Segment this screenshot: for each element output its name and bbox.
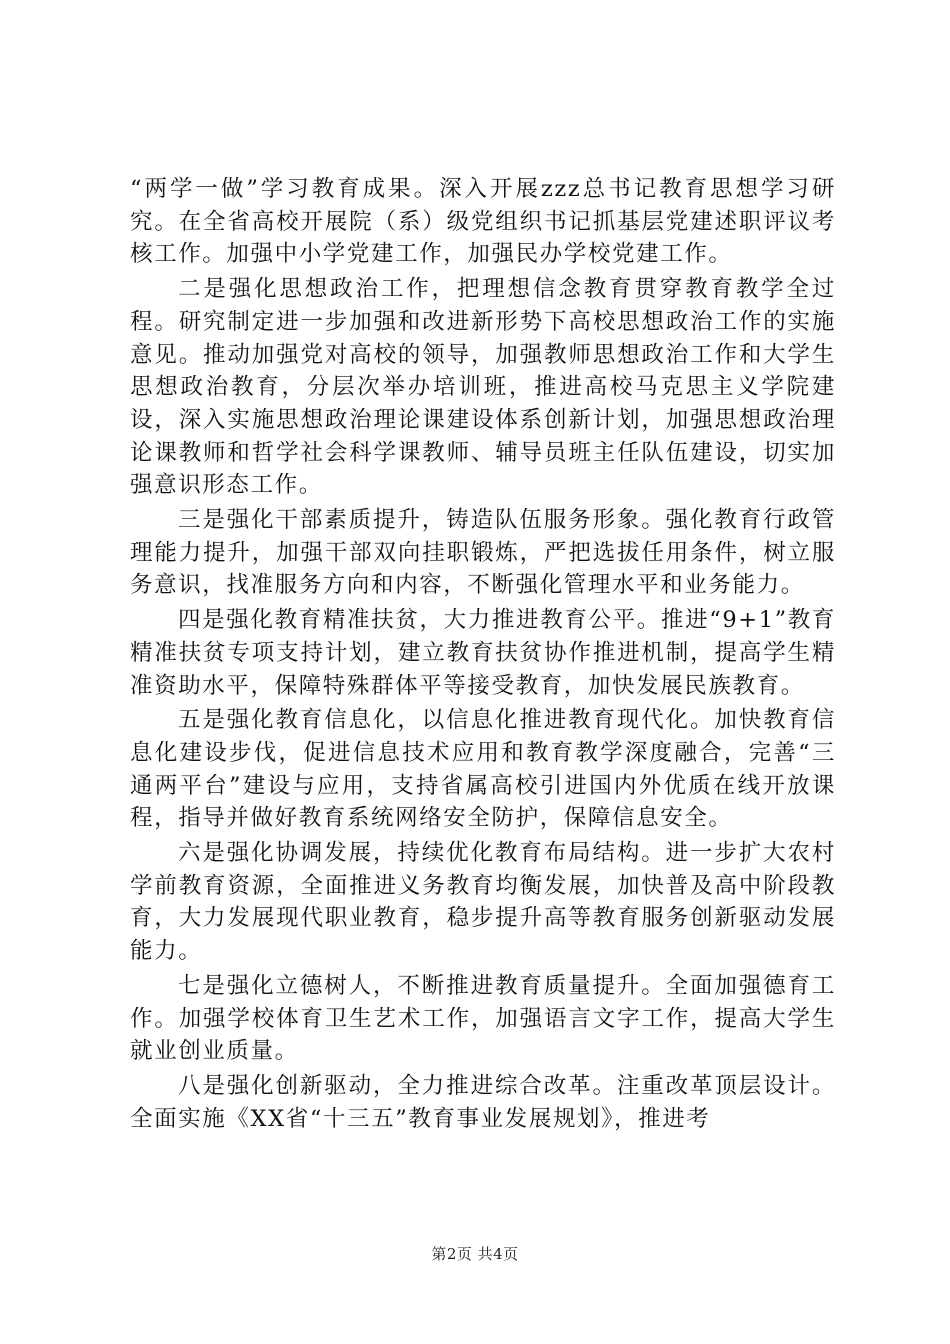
paragraph-continuation: “两学一做”学习教育成果。深入开展zzz总书记教育思想学习研究。在全省高校开展院（系）级党组织书记抓基层党建述职评议考核工作。加强中小学党建工作，加强民办学校党建工作。 xyxy=(130,176,836,268)
paragraph-poverty-alleviation: 四是强化教育精准扶贫，大力推进教育公平。推进“9+1”教育精准扶贫专项支持计划，建立教育扶贫协作推进机制，提高学生精准资助水平，保障特殊群体平等接受教育，加快发展民族教育。 xyxy=(130,607,836,699)
page-number-footer: 第2页 共4页 xyxy=(431,1245,519,1263)
document-body xyxy=(130,173,836,1137)
paragraph-informatization: 五是强化教育信息化，以信息化推进教育现代化。加快教育信息化建设步伐，促进信息技术应用和教育教学深度融合，完善“三通两平台”建设与应用，支持省属高校引进国内外优质在线开放课程，指导并做好教育系统网络安全防护，保障信息安全。 xyxy=(130,707,836,832)
paragraph-innovation-reform: 八是强化创新驱动，全力推进综合改革。注重改革顶层设计。全面实施《XX省“十三五”教育事业发展规划》，推进考 xyxy=(130,1072,836,1132)
paragraph-moral-education: 七是强化立德树人，不断推进教育质量提升。全面加强德育工作。加强学校体育卫生艺术工作，加强语言文字工作，提高大学生就业创业质量。 xyxy=(130,972,836,1065)
paragraph-cadre-quality: 三是强化干部素质提升，铸造队伍服务形象。强化教育行政管理能力提升，加强干部双向挂职锻炼，严把选拔任用条件，树立服务意识，找准服务方向和内容，不断强化管理水平和业务能力。 xyxy=(130,507,836,599)
paragraph-ideological-work: 二是强化思想政治工作，把理想信念教育贯穿教育教学全过程。研究制定进一步加强和改进新形势下高校思想政治工作的实施意见。推动加强党对高校的领导，加强教师思想政治工作和大学生思想政治教育，分层次举办培训班，推进高校马克思主义学院建设，深入实施思想政治理论课建设体系创新计划，加强思想政治理论课教师和哲学社会科学课教师、辅导员班主任队伍建设，切实加强意识形态工作。 xyxy=(130,276,836,499)
paragraph-coordinated-development: 六是强化协调发展，持续优化教育布局结构。进一步扩大农村学前教育资源，全面推进义务教育均衡发展，加快普及高中阶段教育，大力发展现代职业教育，稳步提升高等教育服务创新驱动发展能力。 xyxy=(130,840,836,965)
